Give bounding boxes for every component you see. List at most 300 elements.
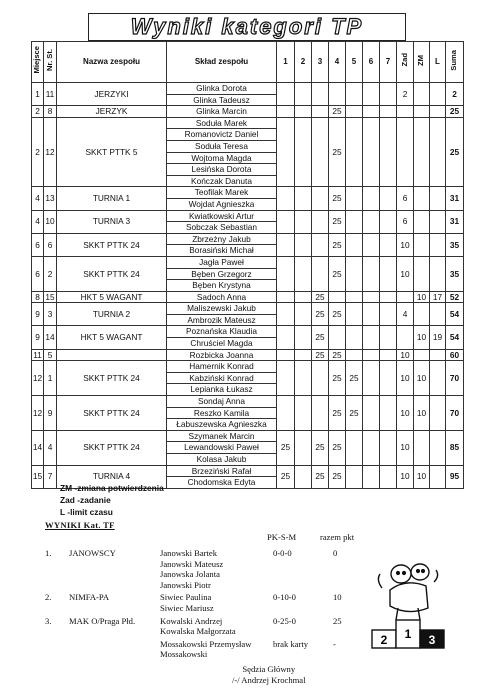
score-cell-3: 25 <box>312 326 329 349</box>
tf-pksm: 0-10-0 <box>273 592 296 603</box>
score-cell-6 <box>363 465 380 488</box>
start-number-cell: 8 <box>44 106 57 118</box>
score-cell-7 <box>380 349 397 361</box>
zad-cell: 10 <box>397 349 414 361</box>
start-number-cell: 15 <box>45 291 55 302</box>
podium-illustration <box>368 560 448 650</box>
table-row <box>32 349 464 361</box>
tf-member: Mossakowski Przemysław <box>160 638 252 649</box>
zm-cell <box>414 187 430 210</box>
score-cell-2 <box>295 256 312 291</box>
start-number-cell: 11 <box>44 83 57 106</box>
member-cell: Soduła Teresa <box>167 140 277 152</box>
score-cell-1 <box>277 396 295 431</box>
member-cell: Borasiński Michał <box>167 245 277 257</box>
member-cell: Szymanek Marcin <box>167 430 277 442</box>
score-cell-6 <box>363 303 380 326</box>
score-cell-6 <box>363 361 380 396</box>
col-nr-st: Nr. St. <box>44 42 57 83</box>
score-cell-3 <box>312 396 329 431</box>
score-cell-1 <box>277 361 295 396</box>
zad-cell: 4 <box>397 303 414 326</box>
score-cell-7 <box>380 303 397 326</box>
score-cell-5: 25 <box>346 361 363 396</box>
score-cell-6 <box>363 256 380 291</box>
start-number-cell: 7 <box>44 465 57 488</box>
tf-member: Janowski Mateusz <box>160 558 224 569</box>
member-cell: Maliszewski Jakub <box>167 303 277 315</box>
signature-title: Sędzia Główny <box>242 664 296 674</box>
team-name-cell <box>57 349 167 361</box>
col-4: 4 <box>329 42 346 83</box>
score-cell-3 <box>312 210 329 233</box>
score-cell-6 <box>363 210 380 233</box>
place-cell: 2 <box>32 106 44 118</box>
score-cell-6 <box>363 326 380 349</box>
zad-cell <box>397 291 414 303</box>
score-cell-5 <box>346 210 363 233</box>
suma-cell: 70 <box>446 361 464 396</box>
col-sklad: Skład zespołu <box>167 42 277 83</box>
tf-team-name: JANOWSCY <box>69 548 116 558</box>
member-cell: Kwiatkowski Artur <box>167 210 277 222</box>
signature-name: /-/ Andrzej Krochmal <box>232 675 306 685</box>
score-cell-2 <box>295 430 312 465</box>
tf-results <box>45 520 375 660</box>
l-cell <box>430 187 446 210</box>
place-cell: 9 <box>32 303 44 326</box>
member-cell: Soduła Marek <box>167 117 277 129</box>
member-cell: Teofilak Marek <box>167 187 277 199</box>
start-number-cell: 4 <box>44 430 57 465</box>
col-6: 6 <box>363 42 380 83</box>
zad-cell: 10 <box>397 465 414 488</box>
zm-cell: 10 <box>414 361 430 396</box>
start-number-cell: 13 <box>44 187 57 210</box>
score-cell-7 <box>380 83 397 106</box>
tf-member: Siwiec Paulina <box>160 592 212 603</box>
member-cell: Kabziński Konrad <box>167 372 277 384</box>
member-cell: Jagła Paweł <box>167 256 277 268</box>
col-2: 2 <box>295 42 312 83</box>
table-header-row <box>32 42 464 83</box>
score-cell-4: 25 <box>329 361 346 396</box>
tf-member: Janowski Bartek <box>160 548 218 558</box>
score-cell-3 <box>312 106 329 118</box>
podium-3: 3 <box>428 633 436 647</box>
col-1: 1 <box>277 42 295 83</box>
start-number-cell: 3 <box>44 303 57 326</box>
table-row <box>32 117 464 129</box>
suma-cell: 31 <box>446 187 464 210</box>
tf-razem: 10 <box>333 592 342 603</box>
zad-cell: 6 <box>397 210 414 233</box>
member-cell: Glinka Tadeusz <box>167 94 277 106</box>
score-cell-4: 25 <box>329 349 346 361</box>
score-cell-6 <box>363 291 380 303</box>
team-name-cell: TURNIA 4 <box>57 465 167 488</box>
score-cell-4: 25 <box>329 256 346 291</box>
place-cell: 4 <box>32 187 44 210</box>
l-cell <box>430 465 446 488</box>
zad-cell: 10 <box>397 361 414 396</box>
score-cell-6 <box>363 349 380 361</box>
tf-razem: 0 <box>333 548 338 558</box>
zad-cell: 10 <box>397 233 414 256</box>
zad-cell <box>397 117 414 187</box>
score-cell-5 <box>346 187 363 210</box>
score-cell-7 <box>380 117 397 187</box>
score-cell-3: 25 <box>312 303 329 326</box>
legend <box>60 482 164 518</box>
score-cell-7 <box>380 210 397 233</box>
col-nazwa: Nazwa zespołu <box>57 42 167 83</box>
start-number-cell: 5 <box>44 349 57 361</box>
member-cell: Poznańska Klaudia <box>167 326 277 338</box>
score-cell-3: 25 <box>312 430 329 465</box>
team-name-cell: TURNIA 2 <box>57 303 167 326</box>
suma-cell: 54 <box>446 303 464 326</box>
tf-col-razem: razem pkt <box>320 532 355 542</box>
score-cell-5 <box>346 465 363 488</box>
zm-cell <box>414 210 430 233</box>
tf-position: 2. <box>45 592 52 603</box>
team-name-cell: SKKT PTTK 24 <box>57 256 167 291</box>
score-cell-2 <box>295 187 312 210</box>
tf-col-pksm: PK-S-M <box>267 532 297 542</box>
score-cell-3: 25 <box>312 349 329 361</box>
score-cell-5 <box>346 303 363 326</box>
score-cell-1: 25 <box>277 465 295 488</box>
score-cell-7 <box>380 187 397 210</box>
legend-zad: Zad -zadanie <box>60 495 111 505</box>
col-miejsce: Miejsce <box>32 42 44 83</box>
place-cell: 11 <box>33 349 42 360</box>
score-cell-2 <box>295 233 312 256</box>
table-row <box>32 291 464 303</box>
table-row <box>32 326 464 338</box>
score-cell-7 <box>380 106 397 118</box>
member-cell: Zbrzeżny Jakub <box>167 233 277 245</box>
suma-cell: 35 <box>446 233 464 256</box>
member-cell: Brzeziński Rafał <box>167 465 277 477</box>
score-cell-6 <box>363 117 380 187</box>
suma-cell: 25 <box>446 106 464 118</box>
suma-cell: 60 <box>446 349 464 361</box>
score-cell-1 <box>277 256 295 291</box>
zm-cell <box>414 106 430 118</box>
place-cell: 2 <box>32 117 44 187</box>
table-row <box>32 106 464 118</box>
zm-cell <box>414 349 430 361</box>
place-cell: 9 <box>32 326 44 349</box>
col-suma: Suma <box>446 42 464 83</box>
score-cell-3 <box>312 187 329 210</box>
col-5: 5 <box>346 42 363 83</box>
suma-cell: 31 <box>446 210 464 233</box>
team-name-cell: SKKT PTTK 5 <box>57 117 167 187</box>
team-name-cell: SKKT PTTK 24 <box>57 233 167 256</box>
score-cell-7 <box>380 256 397 291</box>
l-cell <box>430 396 446 431</box>
zm-cell <box>414 430 430 465</box>
member-cell: Glinka Marcin <box>167 106 277 118</box>
score-cell-1 <box>277 210 295 233</box>
score-cell-7 <box>380 291 397 303</box>
member-cell: Sobczak Sebastian <box>167 222 277 234</box>
zad-cell: 10 <box>397 430 414 465</box>
team-name-cell: SKKT PTTK 24 <box>57 361 167 396</box>
tf-position: 1. <box>45 548 52 558</box>
tf-member: Siwiec Mariusz <box>160 603 214 613</box>
suma-cell: 35 <box>446 256 464 291</box>
member-cell: Sondaj Anna <box>167 396 277 408</box>
suma-cell: 85 <box>446 430 464 465</box>
l-cell <box>430 210 446 233</box>
tf-team-name: NIMFA-PA <box>69 592 110 603</box>
member-cell: Lewandowski Paweł <box>167 442 277 454</box>
tf-member: Janowska Jolanta <box>160 569 220 580</box>
member-cell: Kończak Danuta <box>167 175 277 187</box>
member-cell: Bęben Grzegorz <box>167 268 277 280</box>
table-row <box>32 187 464 199</box>
place-cell: 6 <box>32 256 44 291</box>
zm-cell <box>414 256 430 291</box>
score-cell-4: 25 <box>329 303 346 326</box>
zm-cell: 10 <box>414 326 430 349</box>
score-cell-1 <box>277 83 295 106</box>
score-cell-4: 25 <box>329 465 346 488</box>
score-cell-1 <box>277 117 295 187</box>
score-cell-1 <box>277 106 295 118</box>
legend-l: L -limit czasu <box>60 507 113 517</box>
zad-cell: 2 <box>397 83 414 106</box>
page-title <box>88 13 406 41</box>
table-row <box>32 233 464 245</box>
start-number-cell: 12 <box>44 117 57 187</box>
place-cell: 14 <box>32 430 44 465</box>
score-cell-7 <box>380 465 397 488</box>
score-cell-3 <box>312 233 329 256</box>
score-cell-2 <box>295 465 312 488</box>
l-cell <box>430 83 446 106</box>
place-cell: 12 <box>32 361 44 396</box>
score-cell-2 <box>295 117 312 187</box>
member-cell: Lesińska Dorota <box>167 164 277 176</box>
team-name-cell: SKKT PTTK 24 <box>57 396 167 431</box>
zm-cell <box>414 233 430 256</box>
zm-cell: 10 <box>414 465 430 488</box>
score-cell-2 <box>295 361 312 396</box>
score-cell-2 <box>295 106 312 118</box>
l-cell <box>430 349 446 361</box>
score-cell-7 <box>380 396 397 431</box>
score-cell-4: 25 <box>329 117 346 187</box>
suma-cell: 95 <box>446 465 464 488</box>
member-cell: Romanovictz Daniel <box>167 129 277 141</box>
table-row <box>32 361 464 373</box>
l-cell: 19 <box>430 326 446 349</box>
team-name-cell: TURNIA 3 <box>57 210 167 233</box>
l-cell <box>430 256 446 291</box>
score-cell-1: 25 <box>277 430 295 465</box>
tf-pksm: 0-25-0 <box>273 615 296 626</box>
zm-cell <box>414 303 430 326</box>
start-number-cell: 9 <box>44 396 57 431</box>
tf-team-name: MAK O/Praga Płd. <box>69 615 136 626</box>
zm-cell: 10 <box>414 396 430 431</box>
zad-cell <box>397 326 414 349</box>
tf-member: Janowski Piotr <box>160 579 211 590</box>
zad-cell: 10 <box>397 396 414 431</box>
l-cell <box>430 361 446 396</box>
table-row <box>32 83 464 95</box>
legend-zm: ZM -zmiana potwierdzenia <box>60 483 164 493</box>
place-cell: 1 <box>32 83 44 106</box>
table-row <box>32 256 464 268</box>
score-cell-5 <box>346 326 363 349</box>
member-cell: Glinka Dorota <box>167 83 277 95</box>
score-cell-6 <box>363 83 380 106</box>
score-cell-7 <box>380 233 397 256</box>
score-cell-5 <box>346 256 363 291</box>
score-cell-1 <box>277 349 295 361</box>
member-cell: Sadoch Anna <box>167 291 277 303</box>
zm-cell <box>414 117 430 187</box>
tf-header: WYNIKI Kat. TF <box>45 520 115 530</box>
zm-cell: 10 <box>414 291 430 303</box>
score-cell-2 <box>295 83 312 106</box>
score-cell-5 <box>346 233 363 256</box>
results-body <box>32 83 464 489</box>
score-cell-5 <box>346 430 363 465</box>
score-cell-3: 25 <box>312 291 329 303</box>
score-cell-1 <box>277 326 295 349</box>
member-cell: Bęben Krystyna <box>167 280 277 292</box>
col-7: 7 <box>380 42 397 83</box>
place-cell: 15 <box>32 465 44 488</box>
team-name-cell: HKT 5 WAGANT <box>57 291 167 303</box>
tf-razem: - <box>333 638 336 649</box>
score-cell-6 <box>363 233 380 256</box>
start-number-cell: 14 <box>44 326 57 349</box>
team-name-cell: SKKT PTTK 24 <box>57 430 167 465</box>
tf-position: 3. <box>45 615 52 626</box>
score-cell-3: 25 <box>312 465 329 488</box>
start-number-cell: 2 <box>44 256 57 291</box>
tf-razem: 25 <box>333 615 342 626</box>
zad-cell: 10 <box>397 256 414 291</box>
member-cell: Lepianka Łukasz <box>167 384 277 396</box>
place-cell: 12 <box>32 396 44 431</box>
tf-pksm: brak karty <box>273 638 309 649</box>
place-cell: 8 <box>32 291 44 303</box>
member-cell: Hamernik Konrad <box>167 361 277 373</box>
score-cell-6 <box>363 430 380 465</box>
score-cell-3 <box>312 83 329 106</box>
member-cell: Rozbicka Joanna <box>167 349 277 361</box>
place-cell: 4 <box>32 210 44 233</box>
suma-cell: 25 <box>446 117 464 187</box>
score-cell-6 <box>363 187 380 210</box>
score-cell-4: 25 <box>329 396 346 431</box>
member-cell: Kolasa Jakub <box>167 454 277 466</box>
score-cell-7 <box>380 326 397 349</box>
col-zm: ZM <box>414 42 430 83</box>
suma-cell: 54 <box>446 326 464 349</box>
score-cell-1 <box>277 303 295 326</box>
score-cell-2 <box>295 210 312 233</box>
score-cell-6 <box>363 396 380 431</box>
podium-2: 2 <box>380 633 388 647</box>
table-row <box>32 396 464 408</box>
score-cell-4: 25 <box>329 233 346 256</box>
score-cell-7 <box>380 430 397 465</box>
score-cell-5 <box>346 106 363 118</box>
tf-member: Kowalska Małgorzata <box>160 626 236 637</box>
score-cell-3 <box>312 256 329 291</box>
score-cell-5: 25 <box>346 396 363 431</box>
member-cell: Reszko Kamila <box>167 407 277 419</box>
score-cell-7 <box>380 361 397 396</box>
score-cell-4: 25 <box>329 106 346 118</box>
team-name-cell: JERZYKI <box>57 83 167 106</box>
member-cell: Łabuszewska Agnieszka <box>167 419 277 431</box>
tf-pksm: 0-0-0 <box>273 548 292 558</box>
score-cell-2 <box>295 291 312 303</box>
score-cell-4 <box>329 83 346 106</box>
l-cell <box>430 303 446 326</box>
score-cell-5 <box>346 349 363 361</box>
l-cell <box>430 117 446 187</box>
cartoon-figure <box>378 564 437 620</box>
suma-cell: 2 <box>446 83 464 106</box>
tf-member: Mossakowski <box>160 649 208 660</box>
score-cell-2 <box>295 349 312 361</box>
score-cell-4: 25 <box>329 210 346 233</box>
place-cell: 6 <box>32 233 44 256</box>
score-cell-4 <box>329 291 346 303</box>
score-cell-2 <box>295 396 312 431</box>
score-cell-6 <box>363 106 380 118</box>
member-cell: Ambrozik Mateusz <box>167 314 277 326</box>
score-cell-3 <box>312 117 329 187</box>
col-zad: Zad <box>397 42 414 83</box>
score-cell-5 <box>346 83 363 106</box>
score-cell-4: 25 <box>329 430 346 465</box>
score-cell-1 <box>277 233 295 256</box>
team-name-cell: JERZYK <box>57 106 167 118</box>
l-cell: 17 <box>430 291 446 303</box>
l-cell <box>430 106 446 118</box>
results-table <box>31 41 464 489</box>
zm-cell <box>414 83 430 106</box>
l-cell <box>430 233 446 256</box>
start-number-cell: 6 <box>44 233 57 256</box>
score-cell-4 <box>329 326 346 349</box>
member-cell: Wojtoma Magda <box>167 152 277 164</box>
col-3: 3 <box>312 42 329 83</box>
suma-cell: 70 <box>446 396 464 431</box>
score-cell-5 <box>346 117 363 187</box>
table-row <box>32 210 464 222</box>
score-cell-4: 25 <box>329 187 346 210</box>
score-cell-2 <box>295 303 312 326</box>
signature <box>232 664 306 686</box>
zad-cell: 6 <box>397 187 414 210</box>
page-title-text: Wyniki kategori TP <box>130 14 364 39</box>
start-number-cell: 10 <box>44 210 57 233</box>
